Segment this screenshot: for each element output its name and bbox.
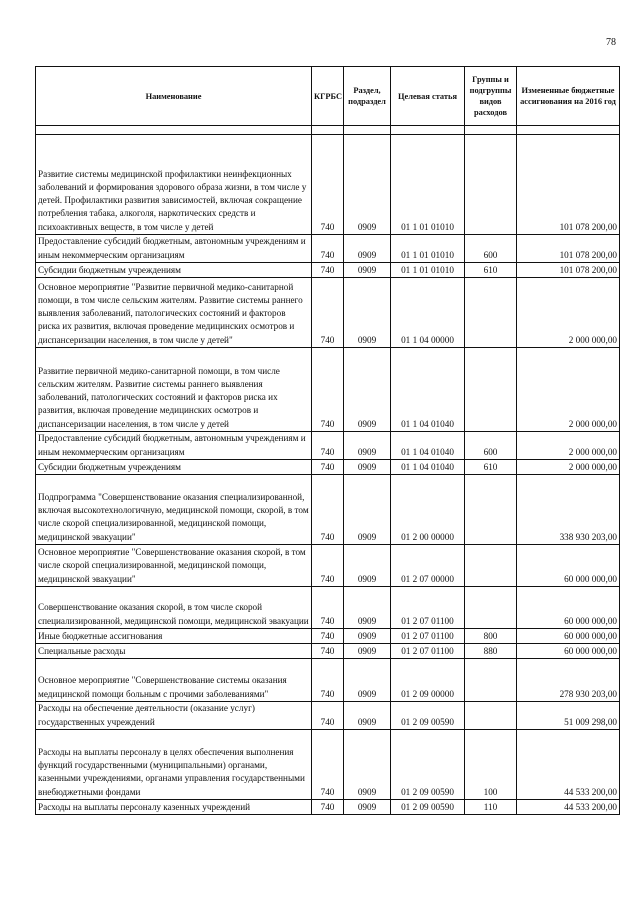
row-group	[465, 545, 517, 587]
header-amount: Измененные бюджетные ассигнования на 2016 год	[517, 67, 620, 126]
row-kgrbs: 740	[312, 800, 344, 815]
row-target: 01 2 09 00590	[391, 800, 465, 815]
row-name: Субсидии бюджетным учреждениям	[36, 460, 312, 475]
row-group: 600	[465, 235, 517, 263]
row-section: 0909	[344, 702, 391, 730]
row-kgrbs: 740	[312, 659, 344, 702]
table-body	[36, 126, 620, 815]
header-target: Целевая статья	[391, 67, 465, 126]
row-kgrbs: 740	[312, 702, 344, 730]
row-amount: 2 000 000,00	[517, 278, 620, 348]
row-amount: 51 009 298,00	[517, 702, 620, 730]
row-name: Предоставление субсидий бюджетным, автономным учреждениям и иным некоммерческим организациям	[36, 432, 312, 460]
row-group: 800	[465, 629, 517, 644]
row-name: Расходы на выплаты персоналу в целях обеспечения выполнения функций государственными (муниципальными) органами, казенными учреждениями, органами управления государственными внебюджетными фондами	[36, 730, 312, 800]
row-target: 01 2 07 00000	[391, 545, 465, 587]
table-row	[36, 432, 620, 460]
row-target: 01 2 09 00590	[391, 702, 465, 730]
table-row	[36, 659, 620, 702]
row-name: Развитие первичной медико-санитарной помощи, в том числе сельским жителям. Развитие системы раннего выявления заболеваний, патологических состояний и факторов риска их развития, включая проведение медицинских осмотров и диспансеризации населения, в том числе у детей	[36, 348, 312, 432]
row-section: 0909	[344, 800, 391, 815]
row-target: 01 2 07 01100	[391, 587, 465, 629]
table-row	[36, 644, 620, 659]
row-name: Субсидии бюджетным учреждениям	[36, 263, 312, 278]
row-amount: 101 078 200,00	[517, 135, 620, 235]
spacer-row	[36, 126, 620, 135]
table-row	[36, 460, 620, 475]
row-target: 01 1 01 01010	[391, 235, 465, 263]
table-row	[36, 545, 620, 587]
row-name: Основное мероприятие "Совершенствование системы оказания медицинской помощи больным с прочими заболеваниями"	[36, 659, 312, 702]
table-row	[36, 235, 620, 263]
table-row	[36, 800, 620, 815]
row-name: Основное мероприятие "Развитие первичной медико-санитарной помощи, в том числе сельским жителям. Развитие системы раннего выявления заболеваний, патологических состояний и факторов риска их развития, включая проведение медицинских осмотров и диспансеризации населения, в том числе у детей"	[36, 278, 312, 348]
row-amount: 101 078 200,00	[517, 235, 620, 263]
table-row	[36, 629, 620, 644]
row-section: 0909	[344, 278, 391, 348]
row-kgrbs: 740	[312, 587, 344, 629]
row-amount: 60 000 000,00	[517, 587, 620, 629]
row-group	[465, 135, 517, 235]
row-section: 0909	[344, 587, 391, 629]
row-group	[465, 278, 517, 348]
row-kgrbs: 740	[312, 348, 344, 432]
budget-table	[35, 66, 620, 815]
row-target: 01 1 04 01040	[391, 348, 465, 432]
table-row	[36, 263, 620, 278]
row-name: Совершенствование оказания скорой, в том числе скорой специализированной, медицинской помощи, медицинской эвакуации	[36, 587, 312, 629]
row-name: Развитие системы медицинской профилактики неинфекционных заболеваний и формирования здорового образа жизни, в том числе у детей. Профилактики развития зависимостей, включая сокращение потребления табака, алкоголя, наркотических средств и психоактивных веществ, в том числе у детей	[36, 135, 312, 235]
row-kgrbs: 740	[312, 263, 344, 278]
row-group: 610	[465, 460, 517, 475]
row-target: 01 2 09 00590	[391, 730, 465, 800]
row-kgrbs: 740	[312, 730, 344, 800]
table-row	[36, 475, 620, 545]
row-kgrbs: 740	[312, 644, 344, 659]
row-amount: 60 000 000,00	[517, 545, 620, 587]
row-target: 01 1 04 00000	[391, 278, 465, 348]
row-section: 0909	[344, 730, 391, 800]
row-section: 0909	[344, 629, 391, 644]
table-row	[36, 730, 620, 800]
row-group: 100	[465, 730, 517, 800]
row-target: 01 1 04 01040	[391, 460, 465, 475]
row-group	[465, 702, 517, 730]
page-number: 78	[606, 37, 616, 48]
row-section: 0909	[344, 460, 391, 475]
row-amount: 44 533 200,00	[517, 800, 620, 815]
row-group	[465, 348, 517, 432]
header-name: Наименование	[36, 67, 312, 126]
row-amount: 2 000 000,00	[517, 460, 620, 475]
row-group: 110	[465, 800, 517, 815]
row-kgrbs: 740	[312, 475, 344, 545]
header-section: Раздел, подраздел	[344, 67, 391, 126]
row-target: 01 2 07 01100	[391, 644, 465, 659]
table-row	[36, 348, 620, 432]
row-amount: 278 930 203,00	[517, 659, 620, 702]
row-amount: 60 000 000,00	[517, 644, 620, 659]
row-amount: 2 000 000,00	[517, 432, 620, 460]
row-group	[465, 475, 517, 545]
row-name: Предоставление субсидий бюджетным, автономным учреждениям и иным некоммерческим организациям	[36, 235, 312, 263]
row-target: 01 1 04 01040	[391, 432, 465, 460]
row-group: 610	[465, 263, 517, 278]
row-target: 01 2 07 01100	[391, 629, 465, 644]
table-row	[36, 278, 620, 348]
row-name: Специальные расходы	[36, 644, 312, 659]
row-amount: 101 078 200,00	[517, 263, 620, 278]
row-section: 0909	[344, 432, 391, 460]
table-row	[36, 587, 620, 629]
row-kgrbs: 740	[312, 460, 344, 475]
table-row	[36, 702, 620, 730]
row-section: 0909	[344, 263, 391, 278]
row-amount: 60 000 000,00	[517, 629, 620, 644]
row-section: 0909	[344, 235, 391, 263]
row-target: 01 2 00 00000	[391, 475, 465, 545]
row-name: Расходы на выплаты персоналу казенных учреждений	[36, 800, 312, 815]
row-group: 600	[465, 432, 517, 460]
row-kgrbs: 740	[312, 278, 344, 348]
row-amount: 2 000 000,00	[517, 348, 620, 432]
row-kgrbs: 740	[312, 432, 344, 460]
row-target: 01 1 01 01010	[391, 263, 465, 278]
row-group	[465, 659, 517, 702]
row-name: Подпрограмма "Совершенствование оказания специализированной, включая высокотехнологичную, медицинской помощи, скорой, в том числе скорой специализированной, медицинской помощи, медицинской эвакуации"	[36, 475, 312, 545]
row-section: 0909	[344, 644, 391, 659]
row-name: Расходы на обеспечение деятельности (оказание услуг) государственных учреждений	[36, 702, 312, 730]
row-kgrbs: 740	[312, 629, 344, 644]
table-row	[36, 135, 620, 235]
row-target: 01 2 09 00000	[391, 659, 465, 702]
row-section: 0909	[344, 135, 391, 235]
row-section: 0909	[344, 545, 391, 587]
header-kgrbs: КГРБС	[312, 67, 344, 126]
row-kgrbs: 740	[312, 545, 344, 587]
row-section: 0909	[344, 659, 391, 702]
row-amount: 44 533 200,00	[517, 730, 620, 800]
row-name: Основное мероприятие "Совершенствование оказания скорой, в том числе скорой специализированной, медицинской помощи, медицинской эвакуации"	[36, 545, 312, 587]
row-group	[465, 587, 517, 629]
row-amount: 338 930 203,00	[517, 475, 620, 545]
row-kgrbs: 740	[312, 135, 344, 235]
row-target: 01 1 01 01010	[391, 135, 465, 235]
row-kgrbs: 740	[312, 235, 344, 263]
row-section: 0909	[344, 475, 391, 545]
row-group: 880	[465, 644, 517, 659]
row-name: Иные бюджетные ассигнования	[36, 629, 312, 644]
row-section: 0909	[344, 348, 391, 432]
header-groups: Группы и подгруппы видов расходов	[465, 67, 517, 126]
header-row	[36, 67, 620, 126]
